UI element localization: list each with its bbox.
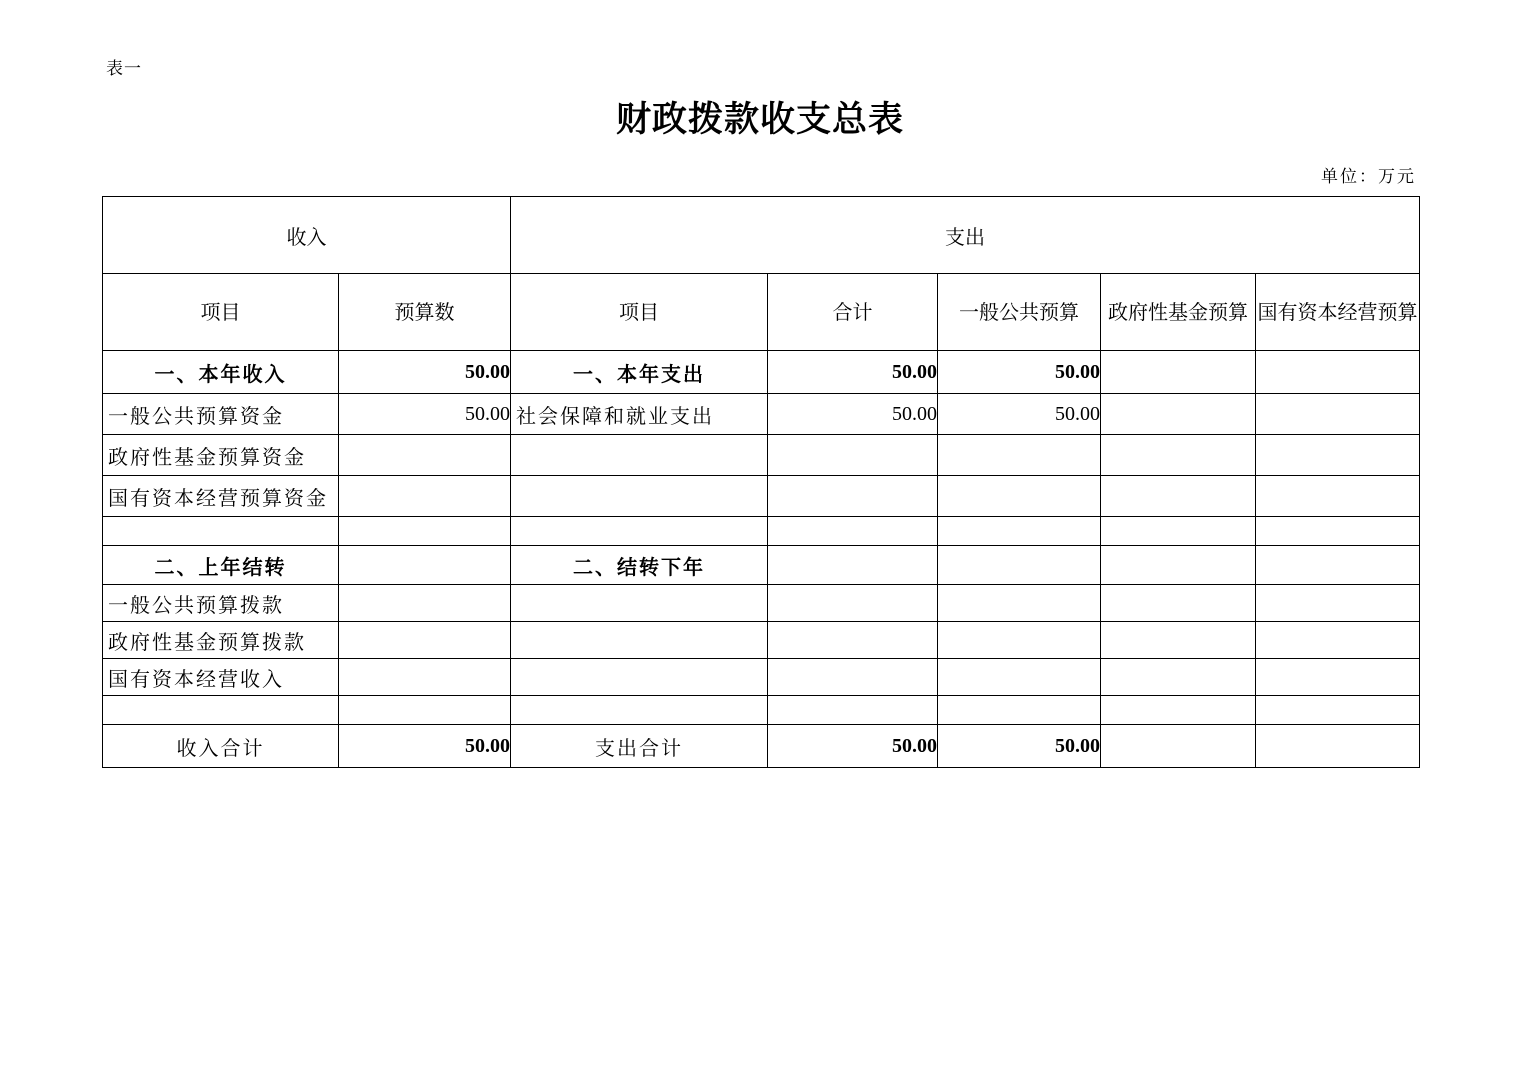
general-public-cell: [938, 435, 1101, 476]
general-public-cell: [938, 476, 1101, 517]
gov-fund-cell: [1101, 351, 1256, 394]
expense-item-cell: 社会保障和就业支出: [511, 394, 768, 435]
total-cell: [768, 696, 938, 725]
table-row: [103, 394, 1420, 435]
gov-fund-cell: [1101, 696, 1256, 725]
income-item-cell: 一、本年收入: [103, 351, 339, 394]
income-budget-cell: [339, 546, 511, 585]
table-number: 表一: [106, 59, 142, 79]
gov-fund-cell: [1101, 476, 1256, 517]
state-capital-cell: [1256, 546, 1420, 585]
expense-item-cell: 二、结转下年: [511, 546, 768, 585]
total-cell: [768, 546, 938, 585]
expense-group-header: 支出: [511, 197, 1420, 274]
income-total-label: 收入合计: [103, 725, 339, 768]
total-cell: [768, 435, 938, 476]
state-capital-cell: [1256, 351, 1420, 394]
expense-item-cell: [511, 659, 768, 696]
general-public-cell: [938, 517, 1101, 546]
total-cell: [768, 476, 938, 517]
income-group-header: 收入: [103, 197, 511, 274]
income-budget-cell: 50.00: [339, 351, 511, 394]
general-public-cell: [938, 696, 1101, 725]
table-row: [103, 585, 1420, 622]
income-budget-cell: [339, 659, 511, 696]
expense-item-cell: [511, 517, 768, 546]
general-public-cell: [938, 659, 1101, 696]
expense-item-cell: [511, 585, 768, 622]
total-cell: [768, 517, 938, 546]
income-item-cell: [103, 517, 339, 546]
col-gov-fund: 政府性基金预算: [1101, 274, 1256, 351]
general-public-cell: 50.00: [938, 351, 1101, 394]
expense-item-cell: [511, 622, 768, 659]
general-public-cell: [938, 622, 1101, 659]
state-capital-cell: [1256, 659, 1420, 696]
income-item-cell: 国有资本经营收入: [103, 659, 339, 696]
gov-fund-cell: [1101, 517, 1256, 546]
total-cell: [768, 659, 938, 696]
unit-label: 单位：万元: [1321, 167, 1416, 187]
general-public-cell: [938, 585, 1101, 622]
income-budget-cell: [339, 585, 511, 622]
col-income-budget: 预算数: [339, 274, 511, 351]
totals-row: [103, 725, 1420, 768]
state-capital-cell: [1256, 585, 1420, 622]
budget-summary-table: [102, 196, 1420, 768]
income-item-cell: [103, 696, 339, 725]
state-capital-cell: [1256, 394, 1420, 435]
state-capital-cell: [1256, 696, 1420, 725]
total-cell: 50.00: [768, 394, 938, 435]
state-capital-cell: [1256, 622, 1420, 659]
income-total-value: 50.00: [339, 725, 511, 768]
state-capital-cell: [1256, 725, 1420, 768]
gov-fund-cell: [1101, 725, 1256, 768]
income-budget-cell: [339, 435, 511, 476]
gov-fund-cell: [1101, 394, 1256, 435]
state-capital-cell: [1256, 476, 1420, 517]
header-row-groups: [103, 197, 1420, 274]
total-cell: 50.00: [768, 351, 938, 394]
gov-fund-cell: [1101, 435, 1256, 476]
expense-total-label: 支出合计: [511, 725, 768, 768]
gov-fund-cell: [1101, 546, 1256, 585]
expense-item-cell: [511, 476, 768, 517]
col-income-item: 项目: [103, 274, 339, 351]
expense-item-cell: [511, 435, 768, 476]
general-public-cell: [938, 546, 1101, 585]
table-row: [103, 546, 1420, 585]
state-capital-cell: [1256, 435, 1420, 476]
expense-item-cell: 一、本年支出: [511, 351, 768, 394]
header-row-columns: [103, 274, 1420, 351]
gov-fund-cell: [1101, 585, 1256, 622]
income-budget-cell: [339, 476, 511, 517]
income-item-cell: 政府性基金预算拨款: [103, 622, 339, 659]
income-budget-cell: [339, 517, 511, 546]
table-row: [103, 659, 1420, 696]
table-row: [103, 476, 1420, 517]
table-row: [103, 517, 1420, 546]
income-item-cell: 一般公共预算资金: [103, 394, 339, 435]
general-public-cell: 50.00: [938, 725, 1101, 768]
col-expense-item: 项目: [511, 274, 768, 351]
income-item-cell: 国有资本经营预算资金: [103, 476, 339, 517]
state-capital-cell: [1256, 517, 1420, 546]
income-item-cell: 二、上年结转: [103, 546, 339, 585]
total-cell: [768, 622, 938, 659]
income-item-cell: 一般公共预算拨款: [103, 585, 339, 622]
total-cell: [768, 585, 938, 622]
income-budget-cell: 50.00: [339, 394, 511, 435]
expense-item-cell: [511, 696, 768, 725]
gov-fund-cell: [1101, 622, 1256, 659]
general-public-cell: 50.00: [938, 394, 1101, 435]
table-row: [103, 435, 1420, 476]
income-budget-cell: [339, 622, 511, 659]
col-general-public: 一般公共预算: [938, 274, 1101, 351]
gov-fund-cell: [1101, 659, 1256, 696]
table-row: [103, 696, 1420, 725]
col-total: 合计: [768, 274, 938, 351]
income-item-cell: 政府性基金预算资金: [103, 435, 339, 476]
income-budget-cell: [339, 696, 511, 725]
table-row: [103, 622, 1420, 659]
col-state-capital: 国有资本经营预算: [1256, 274, 1420, 351]
document-title: 财政拨款收支总表: [615, 99, 904, 140]
table-row: [103, 351, 1420, 394]
total-cell: 50.00: [768, 725, 938, 768]
